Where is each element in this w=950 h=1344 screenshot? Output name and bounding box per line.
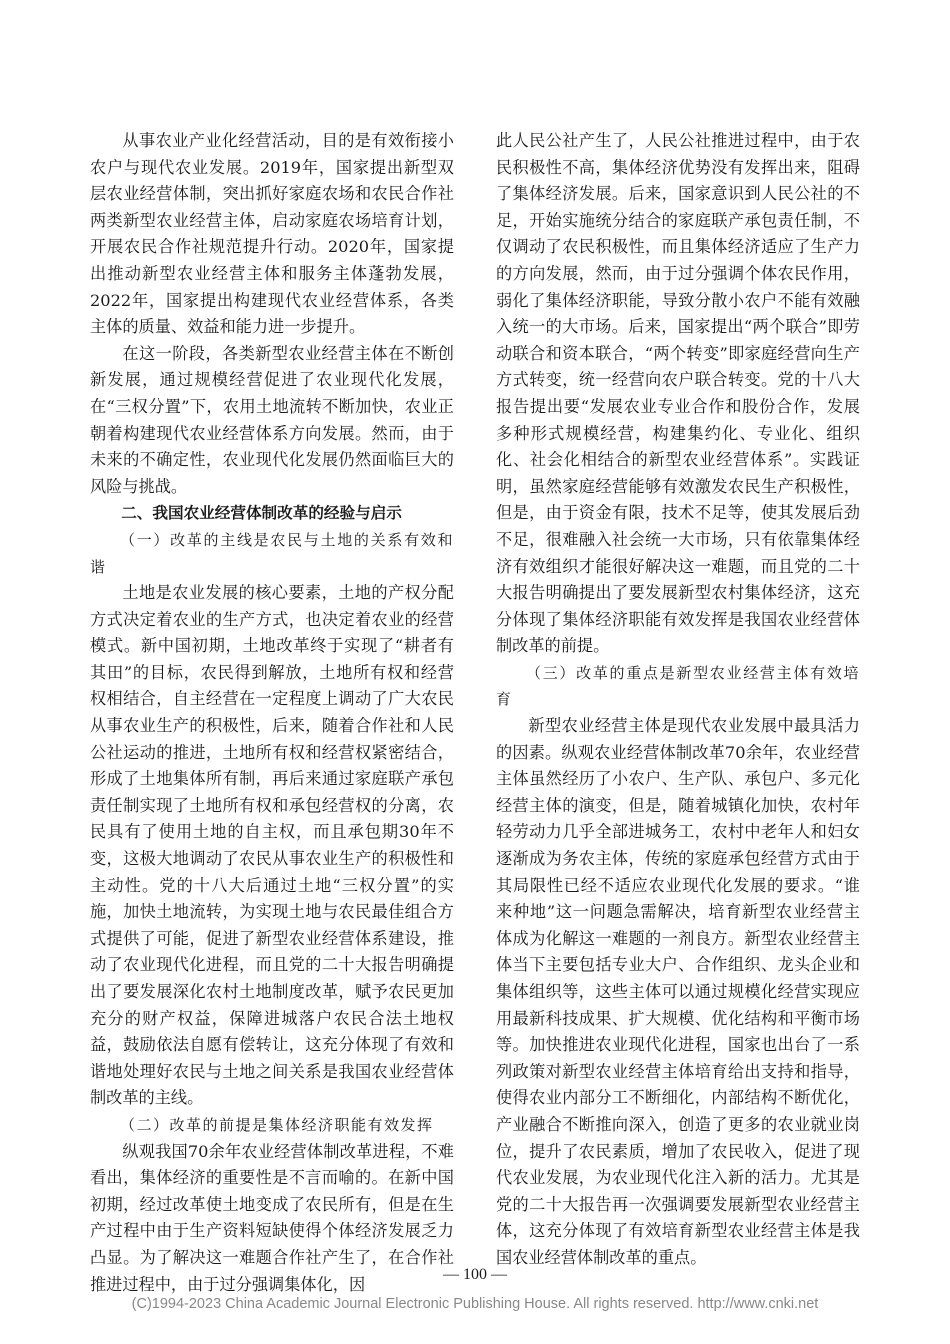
paragraph: 新型农业经营主体是现代农业发展中最具活力的因素。纵观农业经营体制改革70余年，农业经营主体虽然经历了小农户、生产队、承包户、多元化经营主体的演变，但是，随着城镇化加快，农村年轻劳动力几乎全部进城务工，农村中老年人和妇女逐渐成为务农主体，传统的家庭承包经营方式由于其局限性已经不适应农业现代化发展的要求。“谁来种地”这一问题急需解决，培育新型农业经营主体成为化解这一难题的一剂良方。新型农业经营主体当下主要包括专业大户、合作组织、龙头企业和集体组织等，这些主体可以通过规模化经营实现应用最新科技成果、扩大规模、优化结构和平衡市场等。加快推进农业现代化进程，国家也出台了一系列政策对新型农业经营主体培育给出支持和指导，使得农业内部分工不断细化，内部结构不断优化，产业融合不断推向深入，创造了更多的农业就业岗位，提升了农民素质，增加了农民收入，促进了现代农业发展，为农业现代化注入新的活力。尤其是党的二十大报告再一次强调要发展新型农业经营主体，这充分体现了有效培育新型农业经营主体是我国农业经营体制改革的重点。 — [496, 716, 860, 1267]
right-column — [496, 128, 860, 1272]
paragraph: 纵观我国70余年农业经营体制改革进程，不难看出，集体经济的重要性是不言而喻的。在新中国初期，经过改革使土地变成了农民所有，但是在生产过程中由于生产资料短缺使得个体经济发展乏力凸显。为了解决这一难题合作社产生了，在合作社推进过程中，由于过分强调集体化，因 — [90, 1141, 454, 1294]
paragraph: 土地是农业发展的核心要素，土地的产权分配方式决定着农业的生产方式，也决定着农业的经营模式。新中国初期，土地改革终于实现了“耕者有其田”的目标，农民得到解放，土地所有权和经营权相结合，自主经营在一定程度上调动了广大农民从事农业生产的积极性，后来，随着合作社和人民公社运动的推进，土地所有权和经营权紧密结合，形成了土地集体所有制，再后来通过家庭联产承包责任制实现了土地所有权和承包经营权的分离，农民具有了使用土地的自主权，而且承包期30年不变，这极大地调动了农民从事农业生产的积极性和主动性。党的十八大后通过土地“三权分置”的实施，加快土地流转，为实现土地与农民最佳组合方式提供了可能，促进了新型农业经营体系建设，推动了农业现代化进程，而且党的二十大报告明确提出了要发展深化农村土地制度改革，赋予农民更加充分的财产权益，保障进城落户农民合法土地权益，鼓励依法自愿有偿转让，这充分体现了有效和谐地处理好农民与土地之间关系是我国农业经营体制改革的主线。 — [90, 583, 454, 1108]
section-heading: 二、我国农业经营体制改革的经验与启示 — [121, 504, 402, 523]
subsection-heading: （二）改革的前提是集体经济职能有效发挥 — [120, 1115, 434, 1134]
subsection-heading: （一）改革的主线是农民与土地的关系有效和谐 — [90, 530, 454, 576]
subsection-heading: （三）改革的重点是新型农业经营主体有效培育 — [496, 663, 860, 709]
paragraph: 在这一阶段，各类新型农业经营主体在不断创新发展，通过规模经营促进了农业现代化发展，在“三权分置”下，农用土地流转不断加快，农业正朝着构建现代农业经营体系方向发展。然而，由于未来的不确定性，农业现代化发展仍然面临巨大的风险与挑战。 — [90, 343, 454, 496]
paragraph: 从事农业产业化经营活动，目的是有效衔接小农户与现代农业发展。2019年，国家提出新型双层农业经营体制，突出抓好家庭农场和农民合作社两类新型农业经营主体，启动家庭农场培育计划，开展农民合作社规范提升行动。2020年，国家提出推动新型农业经营主体和服务主体蓬勃发展，2022年，国家提出构建现代农业经营体系，各类主体的质量、效益和能力进一步提升。 — [90, 131, 454, 337]
paragraph: 此人民公社产生了，人民公社推进过程中，由于农民积极性不高，集体经济优势没有发挥出来，阻碍了集体经济发展。后来，国家意识到人民公社的不足，开始实施统分结合的家庭联产承包责任制，不仅调动了农民积极性，而且集体经济适应了生产力的方向发展，然而，由于过分强调个体农民作用，弱化了集体经济职能，导致分散小农户不能有效融入统一的大市场。后来，国家提出“两个联合”即劳动联合和资本联合，“两个转变”即家庭经营向生产方式转变，统一经营向农户联合转变。党的十八大报告提出要“发展农业专业合作和股份合作，发展多种形式规模经营，构建集约化、专业化、组织化、社会化相结合的新型农业经营体系”。实践证明，虽然家庭经营能够有效激发农民生产积极性，但是，由于资金有限，技术不足等，使其发展后劲不足，很难融入社会统一大市场，只有依靠集体经济有效组织才能很好解决这一难题，而且党的二十大报告明确提出了要发展新型农村集体经济，这充分体现了集体经济职能有效发挥是我国农业经营体制改革的前提。 — [496, 131, 860, 656]
left-column — [90, 128, 454, 1298]
copyright-watermark: (C)1994-2023 China Academic Journal Electronic Publishing House. All rights reserved. http://www.cnki.net — [131, 1296, 819, 1312]
page-number: — 100 — — [443, 1266, 507, 1283]
